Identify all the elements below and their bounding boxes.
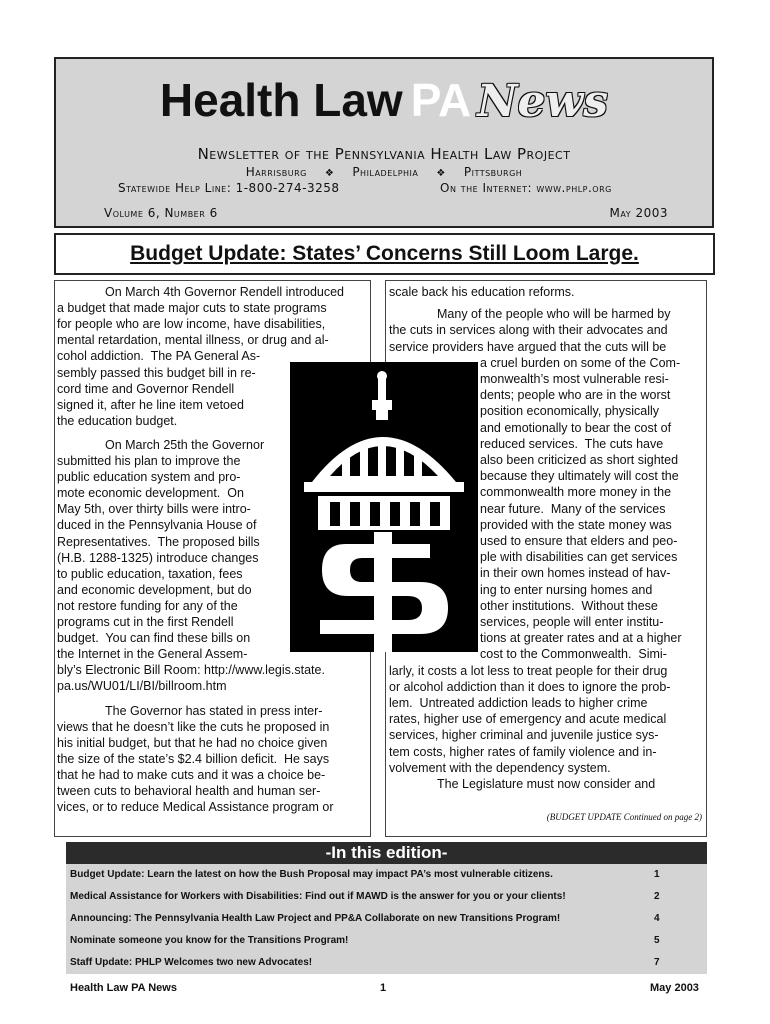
article-line: rates, higher use of emergency and acute medical	[389, 712, 667, 727]
article-line: monwealth’s most vulnerable resi-	[480, 372, 669, 386]
article-line: submitted his plan to improve the	[57, 454, 241, 468]
edition-item-text: Budget Update: Learn the latest on how the Bush Proposal may impact PA’s most vulnerable citizens.	[70, 869, 553, 880]
article-line: tween cuts to behavioral health and human ser-	[57, 784, 321, 798]
article-line: pa.us/WU01/LI/BI/billroom.htm	[57, 679, 227, 694]
capitol-dollar-illustration	[290, 362, 478, 652]
article-line: his initial budget, but that he had no choice given	[57, 735, 328, 750]
title-news: News	[477, 76, 609, 127]
article-line: commonwealth more money in the	[480, 485, 672, 500]
newsletter-title	[56, 73, 712, 127]
article-line: mental retardation, mental illness, or drug and al-	[57, 333, 329, 348]
edition-header: -In this edition-	[66, 842, 707, 864]
article-line: dents; people who are in the worst	[480, 388, 671, 403]
city-pittsburgh: Pittsburgh	[463, 165, 523, 179]
article-line: volvement with the dependency system.	[389, 760, 611, 775]
headline-box	[54, 233, 715, 275]
article-line: On March 25th the Governor	[105, 437, 265, 452]
edition-item-text: Nominate someone you know for the Transitions Program!	[70, 935, 349, 946]
article-line: cord time and Governor Rendell	[57, 381, 235, 396]
article-line: budget. You can find these bills on	[57, 631, 251, 646]
edition-item-page: 7	[654, 957, 660, 968]
diamond-separator-icon: ❖	[436, 168, 446, 179]
edition-item[interactable]	[70, 908, 707, 930]
article-line: Many of the people who will be harmed by	[437, 307, 671, 322]
help-line: Statewide Help Line: 1-800-274-3258	[118, 181, 340, 195]
diamond-separator-icon: ❖	[324, 168, 335, 179]
continued-note: (BUDGET UPDATE Continued on page 2)	[546, 812, 702, 822]
article-line: near future. Many of the services	[480, 501, 666, 516]
edition-item[interactable]	[70, 930, 707, 952]
article-line: May 5th, over thirty bills were intro-	[57, 502, 251, 517]
article-line: other institutions. Without these	[480, 598, 658, 613]
article-line: service providers have argued that the cuts will be	[389, 339, 667, 354]
article-line: cost to the Commonwealth. Simi-	[480, 647, 667, 662]
article-line: provided with the state money was	[480, 517, 672, 532]
title-pa: PA	[410, 74, 472, 126]
article-line: the cuts in services along with their advocates and	[389, 323, 668, 338]
capitol-dome-dollar-icon	[290, 362, 478, 652]
article-line: On March 4th Governor Rendell introduced	[105, 285, 345, 299]
footer-publication: Health Law PA News	[70, 982, 177, 994]
article-line: a budget that made major cuts to state programs	[57, 301, 327, 316]
article-line: position economically, physically	[480, 404, 660, 419]
edition-item-text: Announcing: The Pennsylvania Health Law Project and PP&A Collaborate on new Transitions Program!	[70, 913, 561, 924]
edition-item-page: 1	[654, 869, 660, 880]
edition-item-text: Staff Update: PHLP Welcomes two new Advocates!	[70, 957, 313, 968]
article-line: (H.B. 1288-1325) introduce changes	[57, 550, 259, 565]
article-line: the size of the state’s $2.4 billion deficit. He says	[57, 751, 330, 766]
article-line: the education budget.	[57, 413, 178, 428]
city-list	[56, 165, 712, 179]
edition-item-page: 2	[654, 891, 660, 902]
edition-item-page: 5	[654, 935, 660, 946]
edition-item-text: Medical Assistance for Workers with Disabilities: Find out if MAWD is the answer for you or your clients!	[70, 891, 566, 902]
article-line: or alcohol addiction than it does to ignore the prob-	[389, 679, 671, 694]
city-harrisburg: Harrisburg	[245, 165, 307, 179]
article-line: to public education, taxation, fees	[57, 566, 243, 581]
article-line: sembly passed this budget bill in re-	[57, 365, 256, 380]
article-line: views that he doesn’t like the cuts he proposed in	[57, 719, 330, 734]
article-line: mote economic development. On	[57, 486, 244, 501]
volume-number: Volume 6, Number 6	[104, 206, 218, 220]
edition-item[interactable]	[70, 886, 707, 908]
title-main: Health Law	[159, 74, 403, 126]
internet-address: On the Internet: www.phlp.org	[440, 181, 612, 195]
article-line: the Internet in the General Assem-	[57, 647, 248, 662]
article-line: services, people will enter institu-	[480, 615, 664, 629]
article-line: and emotionally to bear the cost of	[480, 420, 672, 435]
article-line: duced in the Pennsylvania House of	[57, 518, 257, 533]
article-line: scale back his education reforms.	[389, 285, 575, 299]
article-line: The Governor has stated in press inter-	[105, 703, 323, 718]
article-line: a cruel burden on some of the Com-	[480, 355, 681, 370]
article-line: that he had to make cuts and it was a choice be-	[57, 767, 326, 782]
article-line: and economic development, but do	[57, 582, 252, 597]
article-line: vices, or to reduce Medical Assistance program or	[57, 800, 334, 815]
newsletter-subtitle: Newsletter of the Pennsylvania Health Law Project	[197, 145, 571, 163]
article-line: for people who are low income, have disabilities,	[57, 317, 326, 332]
footer-page-number: 1	[380, 982, 387, 994]
article-line: ing to enter nursing homes and	[480, 582, 653, 597]
article-line: tem costs, higher rates of family violence and in-	[389, 744, 657, 759]
article-line: public education system and pro-	[57, 470, 241, 485]
issue-date: May 2003	[609, 206, 668, 220]
article-line: reduced services. The cuts have	[480, 436, 664, 451]
article-line: larly, it costs a lot less to treat people for their drug	[389, 663, 668, 678]
article-line: cohol addiction. The PA General As-	[57, 349, 261, 364]
edition-item[interactable]	[70, 952, 707, 974]
article-headline: Budget Update: States’ Concerns Still Loom Large.	[130, 242, 639, 265]
article-line: not restore funding for any of the	[57, 598, 238, 613]
article-line: because they ultimately will cost the	[480, 469, 679, 484]
article-line: programs cut in the first Rendell	[57, 615, 234, 629]
article-line: signed it, after he line item vetoed	[57, 397, 244, 412]
masthead	[54, 57, 714, 228]
article-line: The Legislature must now consider and	[437, 777, 656, 791]
article-line: services, higher criminal and juvenile justice sys-	[389, 728, 659, 743]
article-line: ple with disabilities can get services	[480, 550, 678, 565]
edition-list	[66, 864, 707, 974]
article-line: bly’s Electronic Bill Room: http://www.legis.state.	[57, 663, 325, 678]
city-philadelphia: Philadelphia	[352, 165, 419, 179]
article-line: in their own homes instead of hav-	[480, 566, 671, 581]
article-line: tions at greater rates and at a higher	[480, 631, 682, 646]
article-line: Representatives. The proposed bills	[57, 534, 260, 549]
edition-item-page: 4	[654, 913, 660, 924]
article-line: used to ensure that elders and peo-	[480, 534, 678, 548]
edition-item[interactable]	[70, 864, 707, 886]
footer-date: May 2003	[650, 982, 699, 994]
article-line: lem. Untreated addiction leads to higher crime	[389, 696, 648, 710]
article-line: also been criticized as short sighted	[480, 453, 679, 467]
